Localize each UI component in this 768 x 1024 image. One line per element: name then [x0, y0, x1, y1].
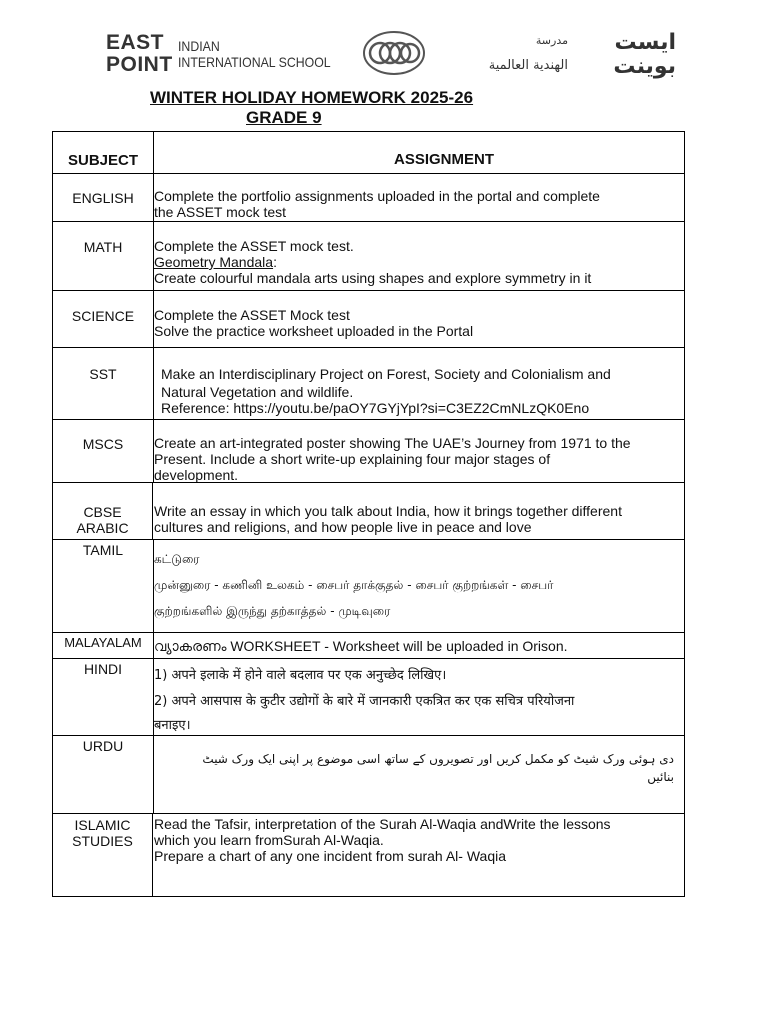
- logo-arabic-point: بوينت: [613, 54, 676, 79]
- table-row-hindi: [52, 658, 685, 735]
- assignment-line: Make an Interdisciplinary Project on Forest, Society and Colonialism and: [161, 366, 611, 382]
- geometry-mandala-heading: Geometry Mandala: [154, 254, 274, 270]
- table-row-mscs: [52, 419, 685, 482]
- subject-math: MATH: [83, 239, 123, 255]
- geometry-mandala-colon: :: [273, 254, 277, 270]
- assignment-line: Solve the practice worksheet uploaded in the Portal: [154, 323, 474, 339]
- table-row-english: [52, 173, 685, 221]
- table-row-urdu: [52, 735, 685, 813]
- assignment-line: development.: [154, 467, 239, 483]
- assignment-line: Create colourful mandala arts using shapes and explore symmetry in it: [154, 270, 592, 286]
- logo-east: EAST: [106, 31, 165, 54]
- subject-islamic-studies-line2: STUDIES: [72, 833, 133, 849]
- assignment-line: बनाइए।: [154, 718, 191, 733]
- table-row-sst: [52, 347, 685, 419]
- assignment-line: முன்னுரை - கணினி உலகம் - சைபர் தாக்குதல் - சைபர் குற்றங்கள் - சைபர்: [154, 578, 554, 592]
- assignment-line: Complete the ASSET Mock test: [154, 307, 350, 323]
- assignment-line: Read the Tafsir, interpretation of the Surah Al-Waqia andWrite the lessons: [154, 816, 611, 832]
- subject-tamil: TAMIL: [82, 542, 124, 558]
- assignment-line: which you learn fromSurah Al-Waqia.: [154, 832, 384, 848]
- grade-heading: GRADE 9: [246, 108, 322, 127]
- table-row-math: [52, 221, 685, 290]
- logo-arabic-school: مدرسة: [535, 34, 568, 47]
- assignment-line: بنائیں: [647, 770, 674, 784]
- assignment-line: கட்டுரை: [154, 552, 200, 566]
- logo-point: POINT: [106, 53, 173, 76]
- table-row-cbse-arabic: [52, 482, 685, 539]
- subject-cbse-arabic-line2: ARABIC: [76, 520, 129, 536]
- assignment-line: 1) अपने इलाके में होने वाले बदलाव पर एक अनुच्छेद लिखिए।: [154, 668, 447, 683]
- table-row-malayalam: [52, 632, 685, 658]
- subject-islamic-studies-line1: ISLAMIC: [74, 817, 131, 833]
- subject-science: SCIENCE: [71, 308, 135, 324]
- page-title: WINTER HOLIDAY HOMEWORK 2025-26: [150, 88, 474, 107]
- assignment-line: دی ہوئی ورک شیٹ کو مکمل کریں اور تصویروں کے ساتھ اسی موضوع پر اپنی ایک ورک شیٹ: [202, 752, 674, 766]
- column-header-assignment: ASSIGNMENT: [394, 151, 495, 168]
- school-logo-english: [106, 31, 331, 76]
- table-row-science: [52, 290, 685, 347]
- subject-cbse-arabic-line1: CBSE: [83, 504, 122, 520]
- table-row-tamil: [52, 539, 685, 632]
- assignment-line: വ്യാകരണം WORKSHEET - Worksheet will be uploaded in Orison.: [154, 638, 568, 654]
- subject-hindi: HINDI: [83, 661, 123, 677]
- assignment-line: Present. Include a short write-up explaining four major stages of: [154, 451, 551, 467]
- logo-arabic-indian-international: الهندية العالمية: [488, 58, 568, 73]
- assignment-line: Prepare a chart of any one incident from surah Al- Waqia: [154, 848, 506, 864]
- assignment-line: cultures and religions, and how people live in peace and love: [154, 519, 532, 535]
- subject-urdu: URDU: [82, 738, 124, 754]
- school-logo-arabic: [458, 28, 676, 80]
- logo-international-school: INTERNATIONAL SCHOOL: [178, 54, 331, 70]
- table-header-row: [52, 131, 685, 173]
- assignment-line: 2) अपने आसपास के कुटीर उद्योगों के बारे में जानकारी एकत्रित कर एक सचित्र परियोजना: [154, 694, 575, 709]
- subject-sst: SST: [89, 366, 117, 382]
- assignment-line: the ASSET mock test: [154, 204, 287, 220]
- subject-mscs: MSCS: [82, 436, 124, 452]
- assignment-line: Complete the ASSET mock test.: [154, 238, 354, 254]
- school-header: [100, 24, 680, 86]
- logo-indian: INDIAN: [178, 38, 220, 54]
- assignment-line: Write an essay in which you talk about India, how it brings together different: [154, 503, 622, 519]
- table-row-islamic-studies: [52, 813, 685, 897]
- subject-malayalam: MALAYALAM: [64, 635, 142, 650]
- assignment-line: Create an art-integrated poster showing The UAE’s Journey from 1971 to the: [154, 435, 631, 451]
- assignment-line: Complete the portfolio assignments uploaded in the portal and complete: [154, 188, 600, 204]
- subject-english: ENGLISH: [72, 190, 134, 206]
- homework-table: [52, 131, 685, 897]
- column-header-subject: SUBJECT: [67, 152, 138, 169]
- reference-link[interactable]: Reference: https://youtu.be/paOY7GYjYpI?si=C3EZ2CmNLzQK0Eno: [161, 400, 590, 416]
- assignment-line: குற்றங்களில் இருந்து தற்காத்தல் - முடிவுரை: [154, 604, 391, 618]
- logo-arabic-east: ايست: [614, 30, 676, 55]
- assignment-line: Natural Vegetation and wildlife.: [161, 384, 354, 400]
- school-emblem-icon: [362, 30, 426, 76]
